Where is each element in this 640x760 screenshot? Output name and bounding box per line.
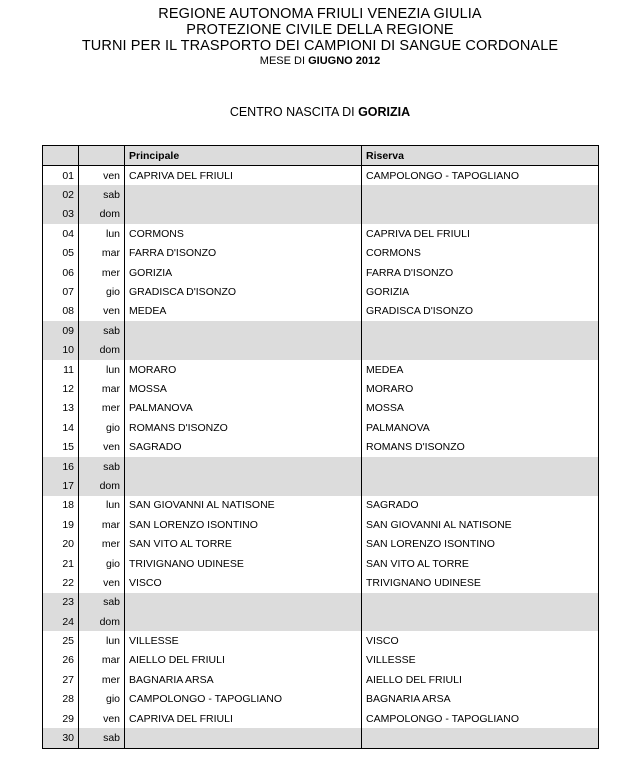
day-cell: 15 <box>43 437 79 456</box>
day-cell: 04 <box>43 224 79 243</box>
riserva-cell: MOSSA <box>362 399 599 418</box>
month-line <box>0 54 640 68</box>
riserva-cell: GORIZIA <box>362 282 599 301</box>
principale-cell: GORIZIA <box>125 263 362 282</box>
table-row <box>43 612 599 631</box>
riserva-cell <box>362 457 599 476</box>
table-row <box>43 282 599 301</box>
principale-cell <box>125 341 362 360</box>
day-cell: 19 <box>43 515 79 534</box>
riserva-cell <box>362 341 599 360</box>
principale-cell <box>125 728 362 748</box>
department-title: PROTEZIONE CIVILE DELLA REGIONE <box>186 22 454 38</box>
day-cell: 07 <box>43 282 79 301</box>
day-cell: 10 <box>43 341 79 360</box>
day-cell: 25 <box>43 631 79 650</box>
principale-cell: MEDEA <box>125 302 362 321</box>
riserva-cell: CORMONS <box>362 244 599 263</box>
riserva-cell: CAPRIVA DEL FRIULI <box>362 224 599 243</box>
header-day <box>43 146 79 166</box>
riserva-cell: MORARO <box>362 379 599 398</box>
day-cell: 22 <box>43 573 79 592</box>
table-row <box>43 457 599 476</box>
principale-cell: FARRA D'ISONZO <box>125 244 362 263</box>
day-cell: 16 <box>43 457 79 476</box>
weekday-cell: mar <box>79 244 125 263</box>
centre-prefix: CENTRO NASCITA DI <box>229 105 359 119</box>
principale-cell: SAN GIOVANNI AL NATISONE <box>125 496 362 515</box>
principale-cell <box>125 185 362 204</box>
header-weekday <box>79 146 125 166</box>
weekday-cell: ven <box>79 302 125 321</box>
table-row <box>43 418 599 437</box>
principale-cell: TRIVIGNANO UDINESE <box>125 554 362 573</box>
weekday-cell: gio <box>79 282 125 301</box>
weekday-cell: ven <box>79 709 125 728</box>
weekday-cell: lun <box>79 360 125 379</box>
weekday-cell: ven <box>79 573 125 592</box>
table-body <box>43 166 599 749</box>
weekday-cell: sab <box>79 728 125 748</box>
weekday-cell: dom <box>79 612 125 631</box>
table-row <box>43 651 599 670</box>
weekday-cell: mar <box>79 651 125 670</box>
weekday-cell: mar <box>79 515 125 534</box>
principale-cell: VISCO <box>125 573 362 592</box>
weekday-cell: mer <box>79 399 125 418</box>
table-row <box>43 534 599 553</box>
document-title: TURNI PER IL TRASPORTO DEI CAMPIONI DI SANGUE CORDONALE <box>81 38 559 54</box>
table-row <box>43 399 599 418</box>
weekday-cell: mer <box>79 263 125 282</box>
table-row <box>43 341 599 360</box>
day-cell: 13 <box>43 399 79 418</box>
table-row <box>43 263 599 282</box>
principale-cell: BAGNARIA ARSA <box>125 670 362 689</box>
weekday-cell: ven <box>79 437 125 456</box>
birth-centre-heading <box>0 104 640 120</box>
weekday-cell: sab <box>79 321 125 340</box>
riserva-cell <box>362 185 599 204</box>
month-prefix: MESE DI <box>259 55 309 67</box>
riserva-cell: SAGRADO <box>362 496 599 515</box>
day-cell: 08 <box>43 302 79 321</box>
riserva-cell <box>362 593 599 612</box>
day-cell: 28 <box>43 690 79 709</box>
weekday-cell: mar <box>79 379 125 398</box>
principale-cell <box>125 612 362 631</box>
day-cell: 03 <box>43 205 79 224</box>
table-row <box>43 360 599 379</box>
principale-cell: SAGRADO <box>125 437 362 456</box>
riserva-cell: AIELLO DEL FRIULI <box>362 670 599 689</box>
table-row <box>43 631 599 650</box>
riserva-cell: BAGNARIA ARSA <box>362 690 599 709</box>
weekday-cell: ven <box>79 166 125 186</box>
weekday-cell: sab <box>79 457 125 476</box>
weekday-cell: gio <box>79 554 125 573</box>
day-cell: 06 <box>43 263 79 282</box>
month-value: GIUGNO 2012 <box>308 55 381 67</box>
table-row <box>43 205 599 224</box>
principale-cell: MOSSA <box>125 379 362 398</box>
day-cell: 05 <box>43 244 79 263</box>
table-row <box>43 670 599 689</box>
day-cell: 26 <box>43 651 79 670</box>
day-cell: 11 <box>43 360 79 379</box>
table-row <box>43 593 599 612</box>
riserva-cell <box>362 205 599 224</box>
weekday-cell: dom <box>79 476 125 495</box>
weekday-cell: lun <box>79 496 125 515</box>
principale-cell <box>125 321 362 340</box>
riserva-cell: TRIVIGNANO UDINESE <box>362 573 599 592</box>
principale-cell: ROMANS D'ISONZO <box>125 418 362 437</box>
weekday-cell: gio <box>79 690 125 709</box>
table-row <box>43 476 599 495</box>
table-row <box>43 690 599 709</box>
principale-cell <box>125 593 362 612</box>
riserva-cell: CAMPOLONGO - TAPOGLIANO <box>362 709 599 728</box>
document-header <box>0 6 640 68</box>
principale-cell: VILLESSE <box>125 631 362 650</box>
riserva-cell: CAMPOLONGO - TAPOGLIANO <box>362 166 599 186</box>
weekday-cell: lun <box>79 631 125 650</box>
table-row <box>43 379 599 398</box>
weekday-cell: mer <box>79 670 125 689</box>
weekday-cell: lun <box>79 224 125 243</box>
riserva-cell: VILLESSE <box>362 651 599 670</box>
day-cell: 29 <box>43 709 79 728</box>
weekday-cell: dom <box>79 341 125 360</box>
principale-cell: SAN VITO AL TORRE <box>125 534 362 553</box>
principale-cell <box>125 476 362 495</box>
shift-table <box>42 145 599 749</box>
principale-cell <box>125 205 362 224</box>
day-cell: 14 <box>43 418 79 437</box>
day-cell: 09 <box>43 321 79 340</box>
riserva-cell: VISCO <box>362 631 599 650</box>
table-row <box>43 185 599 204</box>
principale-cell: GRADISCA D'ISONZO <box>125 282 362 301</box>
principale-cell: CAPRIVA DEL FRIULI <box>125 709 362 728</box>
principale-cell: MORARO <box>125 360 362 379</box>
riserva-cell: FARRA D'ISONZO <box>362 263 599 282</box>
table-header-row <box>43 146 599 166</box>
table-row <box>43 573 599 592</box>
day-cell: 01 <box>43 166 79 186</box>
riserva-cell: MEDEA <box>362 360 599 379</box>
principale-cell: CAPRIVA DEL FRIULI <box>125 166 362 186</box>
riserva-cell: SAN VITO AL TORRE <box>362 554 599 573</box>
weekday-cell: sab <box>79 185 125 204</box>
day-cell: 27 <box>43 670 79 689</box>
table-row <box>43 496 599 515</box>
principale-cell: SAN LORENZO ISONTINO <box>125 515 362 534</box>
riserva-cell: GRADISCA D'ISONZO <box>362 302 599 321</box>
table-row <box>43 728 599 748</box>
riserva-cell <box>362 321 599 340</box>
riserva-cell <box>362 476 599 495</box>
day-cell: 02 <box>43 185 79 204</box>
table-row <box>43 515 599 534</box>
weekday-cell: dom <box>79 205 125 224</box>
weekday-cell: mer <box>79 534 125 553</box>
day-cell: 17 <box>43 476 79 495</box>
riserva-cell: PALMANOVA <box>362 418 599 437</box>
day-cell: 18 <box>43 496 79 515</box>
principale-cell: PALMANOVA <box>125 399 362 418</box>
table-row <box>43 224 599 243</box>
weekday-cell: gio <box>79 418 125 437</box>
day-cell: 20 <box>43 534 79 553</box>
table-row <box>43 166 599 186</box>
riserva-cell <box>362 612 599 631</box>
riserva-cell: SAN GIOVANNI AL NATISONE <box>362 515 599 534</box>
table-row <box>43 244 599 263</box>
table-row <box>43 302 599 321</box>
day-cell: 21 <box>43 554 79 573</box>
principale-cell: CAMPOLONGO - TAPOGLIANO <box>125 690 362 709</box>
header-principale: Principale <box>125 146 362 166</box>
table-row <box>43 709 599 728</box>
day-cell: 30 <box>43 728 79 748</box>
table-row <box>43 437 599 456</box>
principale-cell: AIELLO DEL FRIULI <box>125 651 362 670</box>
riserva-cell: SAN LORENZO ISONTINO <box>362 534 599 553</box>
principale-cell: CORMONS <box>125 224 362 243</box>
table-row <box>43 321 599 340</box>
day-cell: 23 <box>43 593 79 612</box>
riserva-cell: ROMANS D'ISONZO <box>362 437 599 456</box>
region-title: REGIONE AUTONOMA FRIULI VENEZIA GIULIA <box>158 6 482 22</box>
day-cell: 24 <box>43 612 79 631</box>
riserva-cell <box>362 728 599 748</box>
principale-cell <box>125 457 362 476</box>
centre-name: GORIZIA <box>358 105 411 119</box>
weekday-cell: sab <box>79 593 125 612</box>
table-row <box>43 554 599 573</box>
day-cell: 12 <box>43 379 79 398</box>
header-riserva: Riserva <box>362 146 599 166</box>
